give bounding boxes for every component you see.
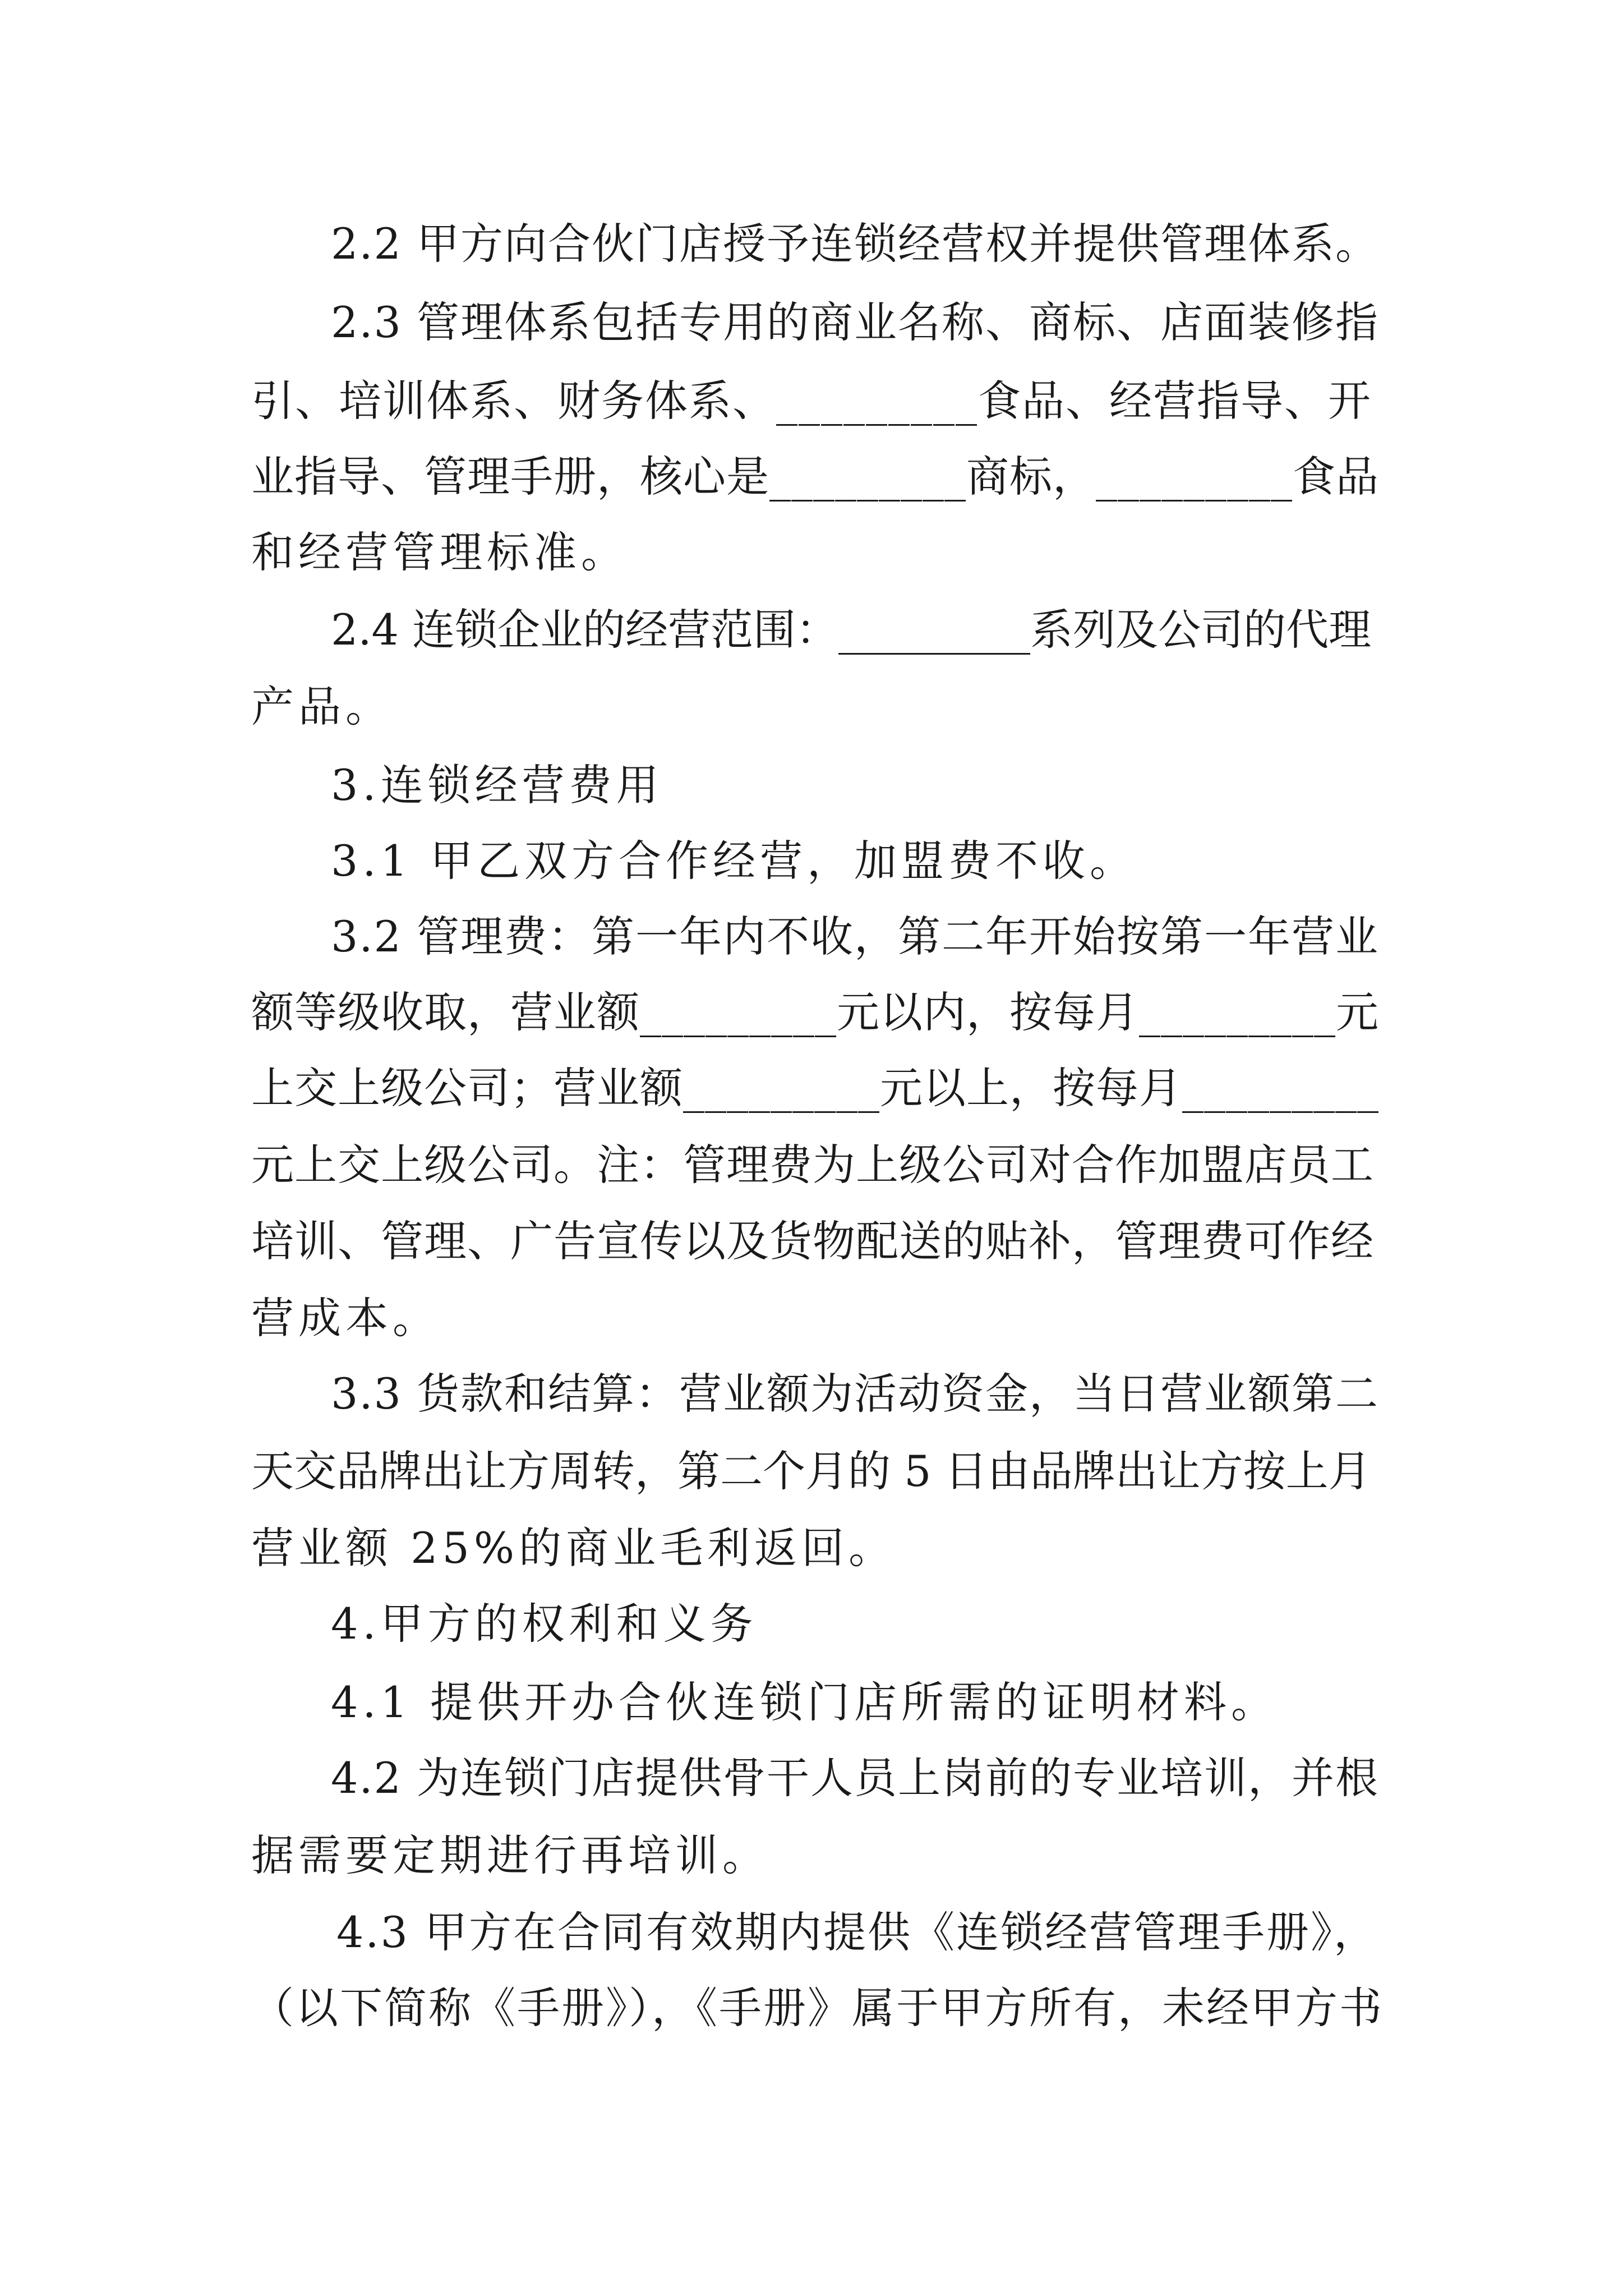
clause-3-2-text-line-5: 培训、管理、广告宣传以及货物配送的贴补，管理费可作经 — [251, 1216, 1374, 1266]
clause-3-1-text: 3.1 甲乙双方合作经营，加盟费不收。 — [331, 836, 1137, 886]
clause-3-2-text-line-4: 元上交上级公司。注：管理费为上级公司对合作加盟店员工 — [251, 1140, 1374, 1190]
clause-4-3-text-line-1: 4.3 甲方在合同有效期内提供《连锁经营管理手册》， — [336, 1907, 1378, 1957]
clause-3-3-text-line-1: 3.3 货款和结算：营业额为活动资金，当日营业额第二 — [331, 1369, 1380, 1419]
clause-3-2-text-line-1: 3.2 管理费：第一年内不收，第二年开始按第一年营业 — [331, 912, 1380, 961]
clause-3-2-text-line-2: 额等级收取，营业额_________元以内，按每月_________元 — [251, 987, 1379, 1037]
clause-2-3-text-line-2: 引、培训体系、财务体系、_________食品、经营指导、开 — [251, 376, 1372, 426]
clause-4-1-text: 4.1 提供开办合伙连锁门店所需的证明材料。 — [331, 1677, 1279, 1727]
clause-3-2-text-line-6: 营成本。 — [251, 1293, 440, 1343]
clause-4-2-text-line-2: 据需要定期进行再培训。 — [251, 1830, 769, 1880]
clause-2-2-text: 2.2 甲方向合伙门店授予连锁经营权并提供管理体系。 — [331, 219, 1380, 269]
clause-2-4-text-line-2: 产品。 — [251, 682, 393, 731]
clause-3-2-text-line-3: 上交上级公司；营业额_________元以上，按每月_________ — [251, 1063, 1379, 1113]
clause-2-3-text-line-1: 2.3 管理体系包括专用的商业名称、商标、店面装修指 — [331, 297, 1380, 347]
clause-2-3-text-line-4: 和经营管理标准。 — [251, 527, 628, 577]
clause-2-3-text-line-3: 业指导、管理手册，核心是_________商标，_________食品 — [251, 452, 1379, 501]
clause-4-3-text-line-2: （以下简称《手册》），《手册》属于甲方所有，未经甲方书 — [251, 1983, 1384, 2033]
clause-2-4-text-line-1: 2.4 连锁企业的经营范围：_________系列及公司的代理 — [331, 605, 1372, 655]
clause-3-3-text-line-2: 天交品牌出让方周转，第二个月的 5 日由品牌出让方按上月 — [251, 1446, 1371, 1496]
clause-4-2-text-line-1: 4.2 为连锁门店提供骨干人员上岗前的专业培训，并根 — [331, 1753, 1380, 1803]
section-3-heading: 3.连锁经营费用 — [331, 760, 663, 810]
clause-3-3-text-line-3: 营业额 25%的商业毛利返回。 — [251, 1523, 896, 1573]
section-4-heading: 4.甲方的权利和义务 — [331, 1599, 758, 1649]
